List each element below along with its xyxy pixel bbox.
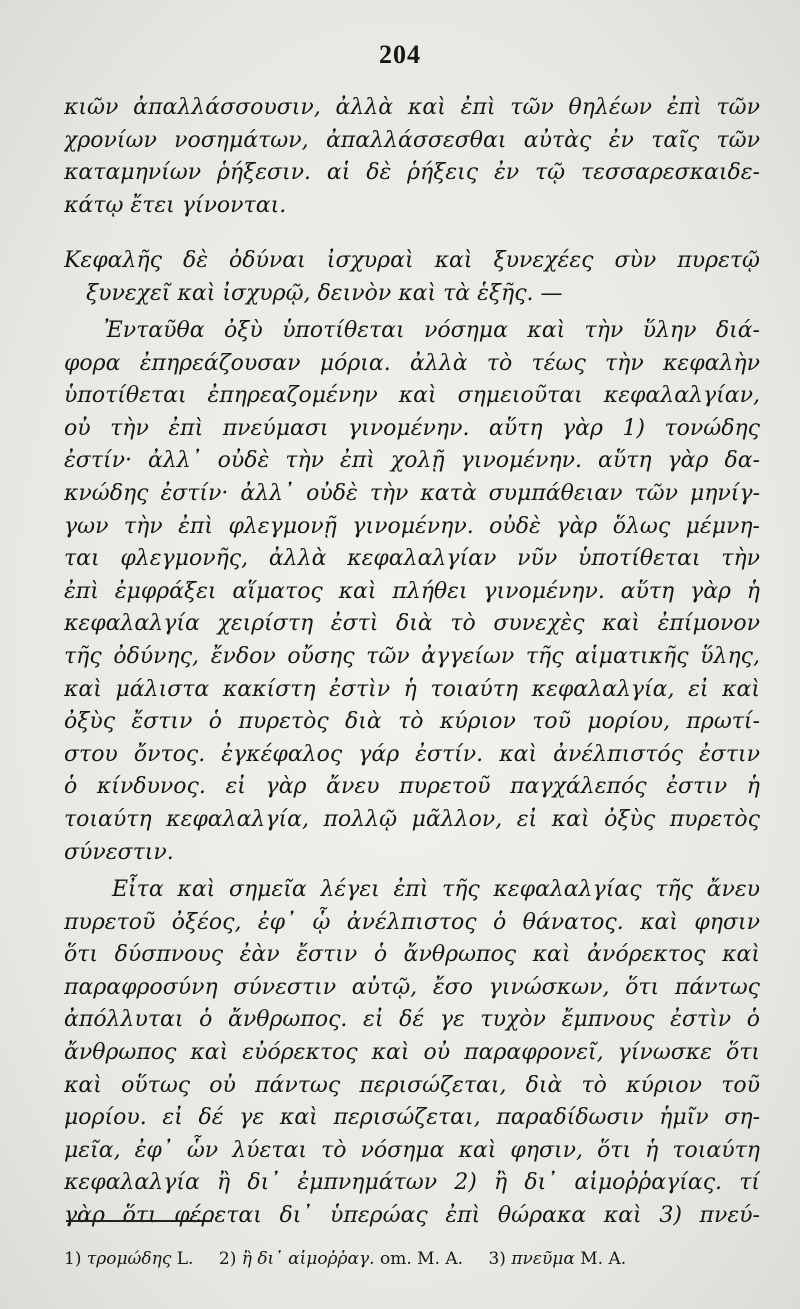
text-line: σύνεστιν. xyxy=(64,839,174,865)
footnote-marker: 3) xyxy=(488,1249,506,1269)
text-line: καὶ μάλιστα κακίστη ἐστὶν ἡ τοιαύτη κεφαλαλγία, εἰ καὶ xyxy=(64,676,760,702)
text-line: καὶ οὕτως οὐ πάντως περισώζεται, διὰ τὸ κύριον τοῦ xyxy=(64,1072,760,1098)
footnotes xyxy=(64,1248,744,1270)
text-line: γων τὴν ἐπὶ φλεγμονῇ γινομένην. οὐδὲ γὰρ ὅλως μέμνη- xyxy=(64,513,760,539)
text-line: ὑποτίθεται ἐπηρεαζομένην καὶ σημειοῦται κεφαλαλγίαν, xyxy=(64,383,760,409)
text-line: ἀπόλλυται ὁ ἄνθρωπος. εἰ δέ γε τυχὸν ἔμπνους ἐστὶν ὁ xyxy=(64,1007,760,1033)
footnote-2 xyxy=(219,1248,463,1270)
footnote-source: om. M. A. xyxy=(380,1249,464,1269)
commentary-paragraph xyxy=(64,874,760,1233)
text-line: Εἶτα καὶ σημεῖα λέγει ἐπὶ τῆς κεφαλαλγίας τῆς ἄνευ xyxy=(112,877,760,902)
page-number: 204 xyxy=(379,40,421,69)
footnote-variant: τρομώδης xyxy=(86,1249,172,1269)
footnote-source: L. xyxy=(176,1249,194,1269)
footnote-marker: 1) xyxy=(64,1249,82,1269)
footnote-variant: πνεῦμα xyxy=(511,1249,575,1269)
text-line: μορίου. εἰ δέ γε καὶ περισώζεται, παραδίδωσιν ἡμῖν ση- xyxy=(64,1105,760,1131)
text-line: χρονίων νοσημάτων, ἀπαλλάσσεσθαι αὐτὰς ἐν ταῖς τῶν xyxy=(64,127,760,153)
text-line: ὅτι δύσπνους ἐὰν ἔστιν ὁ ἄνθρωπος καὶ ἀνόρεκτος καὶ xyxy=(64,942,760,968)
footnote-variant: ἢ δι᾽ αἱμοῤῥαγ. xyxy=(241,1249,375,1269)
text-line: ἐπὶ ἐμφράξει αἵματος καὶ πλήθει γινομένην. αὕτη γὰρ ἡ xyxy=(64,578,760,604)
text-line: κάτῳ ἔτει γίνονται. xyxy=(64,192,287,218)
text-line: ἄνθρωπος καὶ εὐόρεκτος καὶ οὐ παραφρονεῖ, γίνωσκε ὅτι xyxy=(64,1039,760,1065)
text-line: γὰρ ὅτι φέρεται δι᾽ ὑπερώας ἐπὶ θώρακα καὶ 3) πνεύ- xyxy=(64,1202,760,1228)
lemma-quotation xyxy=(64,245,760,310)
text-line: στου ὄντος. ἐγκέφαλος γάρ ἐστίν. καὶ ἀνέλπιστός ἐστιν xyxy=(64,741,760,767)
text-line: καταμηνίων ῥήξεσιν. αἱ δὲ ῥήξεις ἐν τῷ τεσσαρεσκαιδε- xyxy=(64,160,760,186)
footnote-source: M. A. xyxy=(580,1249,627,1269)
text-line: Κεφαλῆς δὲ ὀδύναι ἰσχυραὶ καὶ ξυνεχέες σὺν πυρετῷ xyxy=(64,248,760,273)
text-line: ὀξὺς ἔστιν ὁ πυρετὸς διὰ τὸ κύριον τοῦ μορίου, πρωτί- xyxy=(64,709,760,735)
text-line: τῆς ὀδύνης, ἔνδον οὔσης τῶν ἀγγείων τῆς αἱματικῆς ὕλης, xyxy=(64,643,760,669)
text-line: μεῖα, ἐφ᾽ ὧν λύεται τὸ νόσημα καὶ φησιν, ὅτι ἡ τοιαύτη xyxy=(64,1137,760,1163)
text-line: Ἐνταῦθα ὀξὺ ὑποτίθεται νόσημα καὶ τὴν ὕλην διά- xyxy=(104,318,760,343)
text-line: ται φλεγμονῆς, ἀλλὰ κεφαλαλγίαν νῦν ὑποτίθεται τὴν xyxy=(64,546,760,572)
text-line: κεφαλαλγία ἢ δι᾽ ἐμπνημάτων 2) ἢ δι᾽ αἱμοῤῥαγίας. τί xyxy=(64,1170,760,1196)
text-line: κεφαλαλγία χειρίστη ἐστὶ διὰ τὸ συνεχὲς καὶ ἐπίμονον xyxy=(64,611,760,637)
text-line: τοιαύτη κεφαλαλγία, πολλῷ μᾶλλον, εἰ καὶ ὀξὺς πυρετὸς xyxy=(64,806,760,832)
text-line: ξυνεχεῖ καὶ ἰσχυρῷ, δεινὸν καὶ τὰ ἑξῆς. — xyxy=(86,280,563,306)
footnote-marker: 2) xyxy=(218,1249,237,1269)
commentary-paragraph xyxy=(64,315,760,869)
footnote-3 xyxy=(488,1248,626,1270)
text-line: ἐστίν· ἀλλ᾽ οὐδὲ τὴν ἐπὶ χολῇ γινομένην. αὕτη γὰρ δα- xyxy=(64,448,760,474)
footnote-1 xyxy=(64,1248,193,1270)
text-line: κνώδης ἐστίν· ἀλλ᾽ οὐδὲ τὴν κατὰ συμπάθειαν τῶν μηνίγ- xyxy=(64,480,760,506)
text-line: φορα ἐπηρεάζουσαν μόρια. ἀλλὰ τὸ τέως τὴν κεφαλὴν xyxy=(64,350,760,376)
text-line: κιῶν ἀπαλλάσσουσιν, ἀλλὰ καὶ ἐπὶ τῶν θηλέων ἐπὶ τῶν xyxy=(64,95,760,120)
text-line: οὐ τὴν ἐπὶ πνεύμασι γινομένην. αὕτη γὰρ 1) τονώδης xyxy=(64,415,760,441)
text-line: ὁ κίνδυνος. εἰ γὰρ ἄνευ πυρετοῦ παγχάλεπός ἐστιν ἡ xyxy=(64,774,760,800)
text-line: παραφροσύνη σύνεστιν αὐτῷ, ἔσο γινώσκων, ὅτι πάντως xyxy=(64,974,760,1000)
paragraph-continuation xyxy=(64,92,760,222)
footnote-divider xyxy=(66,1220,212,1222)
text-line: πυρετοῦ ὀξέος, ἐφ᾽ ᾧ ἀνέλπιστος ὁ θάνατος. καὶ φησιν xyxy=(64,909,760,935)
